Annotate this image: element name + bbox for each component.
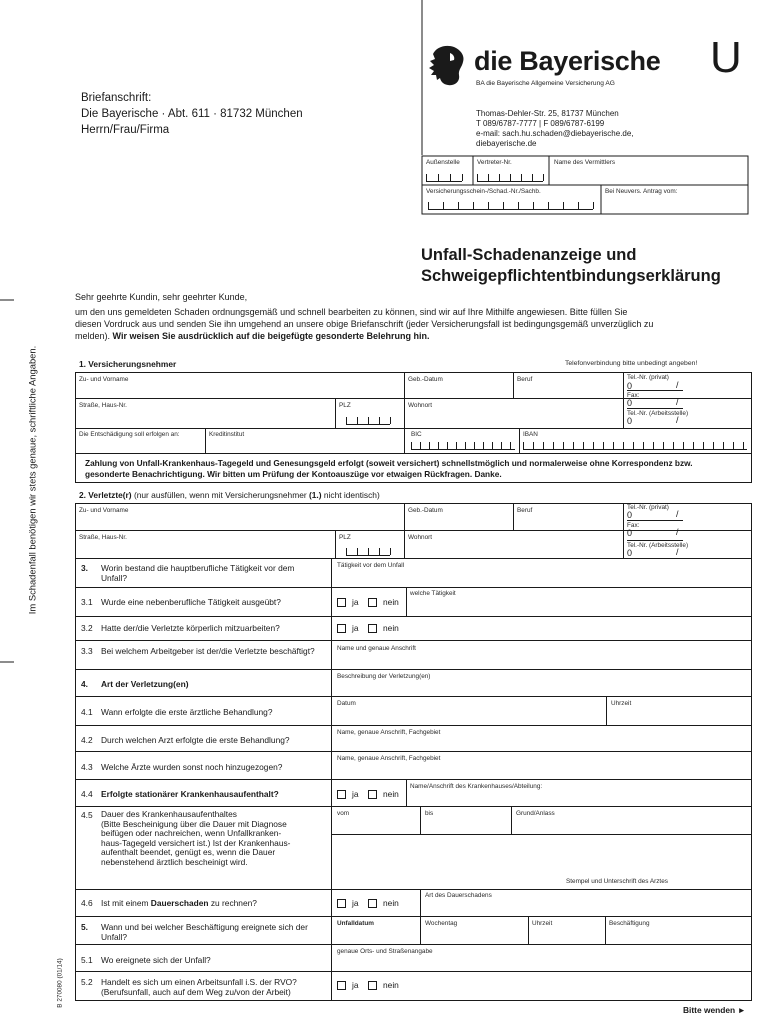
slash: / (676, 415, 679, 425)
section1-heading: 1. Versicherungsnehmer (79, 359, 177, 369)
q31-yes-label: ja (352, 597, 359, 607)
v-job-label: Beruf (517, 507, 533, 514)
mailing-label: Briefanschrift: (81, 92, 152, 104)
v-plz-label: PLZ (339, 534, 351, 541)
intro-line1: um den uns gemeldeten Schaden ordnungsgemäß und schnell bearbeiten zu können, sind wir auf Ihre Mithilfe angewiesen. Bitte füllen Sie (75, 307, 628, 317)
q46-no-checkbox[interactable] (368, 899, 377, 908)
q5-number: 5. (81, 922, 88, 932)
v-telpriv-zero: 0 (627, 510, 633, 520)
v-city-label: Wohnort (408, 534, 433, 541)
q44-yes-checkbox[interactable] (337, 790, 346, 799)
q52-yes-label: ja (352, 980, 359, 990)
vn-plz-label: PLZ (339, 402, 351, 409)
intro-line2: diesen Vordruck aus und senden Sie ihn umgehend an unsere obige Briefanschrift (jeder Versicherungsfall ist bedingungsgemäß unverzüglich zu (75, 319, 654, 329)
vn-job-label: Beruf (517, 376, 533, 383)
q46-text-a: Ist mit einem (101, 898, 151, 908)
q45-line: aufenthalt beendet, genügt es, wenn die Dauer (101, 847, 276, 858)
q52-line: Handelt es sich um einen Arbeitsunfall i.S. der RVO? (101, 977, 297, 987)
section2-heading-c: (1.) (308, 490, 322, 500)
notice-line2: gesonderte Benachrichtigung. Wir bitten um Prüfung der Kontoauszüge vor etwaigen Rückfragen. Danke. (85, 469, 502, 479)
section2-heading-d: nicht identisch) (321, 490, 380, 500)
payment-label: Die Entschädigung soll erfolgen an: (79, 431, 180, 438)
q32-no-checkbox[interactable] (368, 624, 377, 633)
intro-line3a: melden). (75, 331, 113, 341)
turn-page-note: Bitte wenden ► (683, 1005, 746, 1015)
q45-stamp-label: Stempel und Unterschrift des Arztes (566, 878, 668, 885)
q4-number: 4. (81, 679, 88, 689)
label-vertreter: Vertreter-Nr. (477, 159, 512, 166)
mailing-line2: Herrn/Frau/Firma (81, 124, 170, 136)
vn-name-label: Zu- und Vorname (79, 376, 129, 383)
slash: / (676, 380, 679, 390)
q42-text: Durch welchen Arzt erfolgte die erste Behandlung? (101, 735, 290, 745)
q44-no-checkbox[interactable] (368, 790, 377, 799)
intro-line3b: Wir weisen Sie ausdrücklich auf die beigefügte gesonderte Belehrung hin. (112, 331, 430, 341)
q46-field-label: Art des Dauerschadens (425, 892, 492, 899)
slash: / (676, 547, 679, 557)
q41-time-label: Uhrzeit (611, 700, 632, 707)
q46-yes-checkbox[interactable] (337, 899, 346, 908)
lion-icon (428, 44, 466, 86)
brand-name: die Bayerische (474, 46, 661, 76)
title-line2: Schweigepflichtentbindungserklärung (421, 267, 721, 285)
mailing-address (81, 90, 303, 138)
bank-label: Kreditinstitut (209, 431, 245, 438)
v-fax-label: Fax: (627, 522, 640, 529)
vn-fax-zero: 0 (627, 398, 633, 408)
page-title (421, 245, 721, 287)
q46-text-c: zu rechnen? (208, 898, 257, 908)
q5-date-label: Unfalldatum (337, 920, 374, 927)
q31-yes-checkbox[interactable] (337, 598, 346, 607)
vn-telwork-label: Tel.-Nr. (Arbeitsstelle) (627, 410, 689, 417)
v-telwork-label: Tel.-Nr. (Arbeitsstelle) (627, 542, 689, 549)
q43-number: 4.3 (81, 762, 93, 772)
side-notice: Im Schadenfall benötigen wir stets genaue, schriftliche Angaben. (26, 345, 38, 615)
vn-city-label: Wohnort (408, 402, 433, 409)
address-line: Thomas-Dehler-Str. 25, 81737 München (476, 109, 619, 118)
q45-line: (Bitte Bescheinigung über die Dauer mit Diagnose (101, 818, 287, 829)
company-address (476, 109, 634, 149)
greeting: Sehr geehrte Kundin, sehr geehrter Kunde, (75, 292, 248, 302)
q44-field-label: Name/Anschrift des Krankenhauses/Abteilung: (410, 783, 543, 790)
q41-number: 4.1 (81, 707, 93, 717)
q45-line: beifügen oder nachreichen, wenn Unfallkranken- (101, 828, 282, 839)
q46-yes-label: ja (352, 898, 359, 908)
v-street-label: Straße, Haus-Nr. (79, 534, 127, 541)
q51-field-label: genaue Orts- und Straßenangabe (337, 948, 433, 955)
website-line: diebayerische.de (476, 139, 537, 148)
q33-text: Bei welchem Arbeitgeber ist der/die Verletzte beschäftigt? (101, 646, 315, 656)
label-aussenstelle: Außenstelle (426, 159, 460, 166)
q3-field-label: Tätigkeit vor dem Unfall (337, 562, 405, 569)
q42-number: 4.2 (81, 735, 93, 745)
q42-field-label: Name, genaue Anschrift, Fachgebiet (337, 729, 441, 736)
q31-no-label: nein (383, 597, 399, 607)
slash: / (676, 397, 679, 407)
q3-text: Worin bestand die hauptberufliche Tätigkeit vor dem Unfall? (101, 563, 295, 583)
q3-number: 3. (81, 563, 88, 573)
q46-text (101, 898, 257, 908)
q4-text: Art der Verletzung(en) (101, 679, 189, 689)
q41-text: Wann erfolgte die erste ärztliche Behandlung? (101, 707, 273, 717)
q4-field-label: Beschreibung der Verletzung(en) (337, 673, 431, 680)
q46-text-b: Dauerschaden (150, 898, 209, 908)
q51-number: 5.1 (81, 955, 93, 965)
notice-line1: Zahlung von Unfall-Krankenhaus-Tagegeld und Genesungsgeld erfolgt (soweit versichert) schnellstmöglich und normalerweise ohne Korrespondenz bzw. (85, 458, 693, 468)
q32-yes-checkbox[interactable] (337, 624, 346, 633)
q31-no-checkbox[interactable] (368, 598, 377, 607)
q5-text: Wann und bei welcher Beschäftigung ereignete sich der Unfall? (101, 922, 308, 942)
form-code: B 270080 (01/14) (56, 958, 64, 1008)
q41-date-label: Datum (337, 700, 356, 707)
q52-line: (Berufsunfall, auch auf dem Weg zu/von der Arbeit) (101, 987, 291, 997)
q44-text: Erfolgte stationärer Krankenhausaufenthalt? (101, 789, 279, 799)
q45-line: Dauer des Krankenhausaufenthaltes (101, 809, 237, 819)
q43-text: Welche Ärzte wurden sonst noch hinzugezogen? (101, 762, 283, 772)
q44-number: 4.4 (81, 789, 93, 799)
q5-weekday-label: Wochentag (425, 920, 458, 927)
q43-field-label: Name, genaue Anschrift, Fachgebiet (337, 755, 441, 762)
q32-text: Hatte der/die Verletzte körperlich mitzuarbeiten? (101, 623, 280, 633)
payment-notice (85, 458, 750, 480)
vn-telpriv-label: Tel.-Nr. (privat) (627, 374, 669, 381)
intro-text (75, 306, 755, 342)
vn-street-label: Straße, Haus-Nr. (79, 402, 127, 409)
q45-to-label: bis (425, 810, 434, 817)
q52-no-label: nein (383, 980, 399, 990)
q32-number: 3.2 (81, 623, 93, 633)
q44-no-label: nein (383, 789, 399, 799)
q45-line: haus-Tagegeld versichert ist.) Ist der Krankenhaus- (101, 837, 291, 848)
email-line: e-mail: sach.hu.schaden@diebayerische.de, (476, 129, 634, 138)
v-birth-label: Geb.-Datum (408, 507, 443, 514)
q46-no-label: nein (383, 898, 399, 908)
mailing-line1: Die Bayerische · Abt. 611 · 81732 München (81, 108, 303, 120)
q51-text: Wo ereignete sich der Unfall? (101, 955, 211, 965)
q33-number: 3.3 (81, 646, 93, 656)
intro-line3 (75, 330, 755, 342)
label-neuvers: Bei Neuvers. Antrag vom: (605, 188, 678, 195)
q31-field-label: welche Tätigkeit (410, 590, 456, 597)
slash: / (676, 509, 679, 519)
v-fax-zero: 0 (627, 528, 633, 538)
label-vermittler: Name des Vermittlers (554, 159, 616, 166)
slash: / (676, 527, 679, 537)
iban-label: IBAN (523, 431, 538, 438)
brand-subtitle: BA die Bayerische Allgemeine Versicherung AG (476, 80, 615, 87)
title-line1: Unfall-Schadenanzeige und (421, 246, 637, 264)
v-telwork-zero: 0 (627, 548, 633, 558)
q52-no-checkbox[interactable] (368, 981, 377, 990)
v-name-label: Zu- und Vorname (79, 507, 129, 514)
q32-yes-label: ja (352, 623, 359, 633)
vn-fax-label: Fax: (627, 392, 640, 399)
q45-from-label: vom (337, 810, 350, 817)
q31-text: Wurde eine nebenberufliche Tätigkeit ausgeübt? (101, 597, 281, 607)
q5-occupation-label: Beschäftigung (609, 920, 650, 927)
q45-number: 4.5 (81, 810, 93, 820)
q31-number: 3.1 (81, 597, 93, 607)
vn-telpriv-zero: 0 (627, 381, 633, 391)
q46-number: 4.6 (81, 898, 93, 908)
v-telpriv-label: Tel.-Nr. (privat) (627, 504, 669, 511)
phone-note: Telefonverbindung bitte unbedingt angeben! (565, 360, 698, 367)
section2-heading-b: (nur ausfüllen, wenn mit Versicherungsnehmer (133, 490, 309, 500)
q44-yes-label: ja (352, 789, 359, 799)
vn-birth-label: Geb.-Datum (408, 376, 443, 383)
vn-telwork-zero: 0 (627, 416, 633, 426)
q52-yes-checkbox[interactable] (337, 981, 346, 990)
q52-number: 5.2 (81, 977, 93, 987)
q52-text (101, 977, 329, 997)
phone-line: T 089/6787-7777 | F 089/6787-6199 (476, 119, 605, 128)
q33-field-label: Name und genaue Anschrift (337, 645, 416, 652)
section2-heading-a: 2. Verletzte(r) (79, 490, 134, 500)
brand-logo (428, 44, 466, 91)
q45-line: nebenstehend ärztlich bescheinigt wird. (101, 856, 248, 867)
q5-time-label: Uhrzeit (532, 920, 553, 927)
section2-heading (79, 490, 380, 500)
q45-text (101, 810, 329, 868)
label-versicherungsschein: Versicherungsschein-/Schad.-Nr./Sachb. (426, 188, 541, 195)
bic-label: BIC (411, 431, 422, 438)
q32-no-label: nein (383, 623, 399, 633)
q45-reason-label: Grund/Anlass (516, 810, 555, 817)
form-letter: U (710, 33, 742, 82)
